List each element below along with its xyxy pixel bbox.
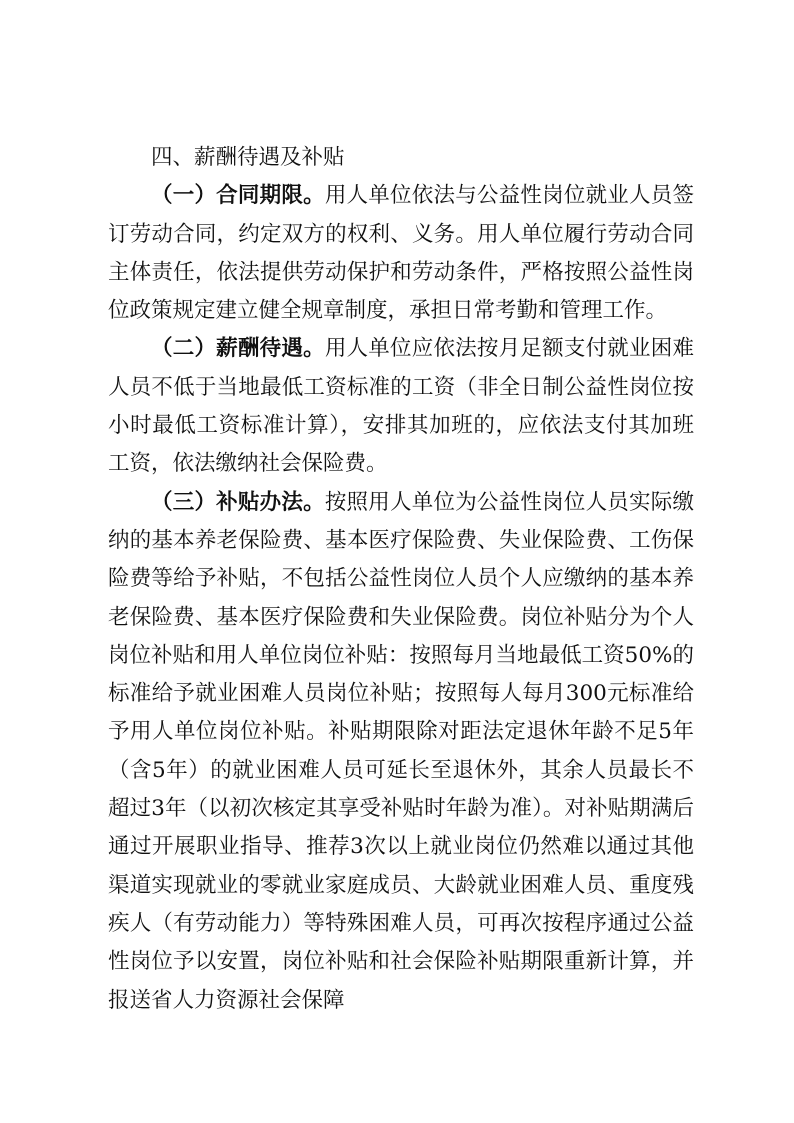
paragraph-lead: （二）薪酬待遇。 — [151, 336, 325, 362]
paragraph-subsidy — [108, 484, 694, 1020]
paragraph-lead: （三）补贴办法。 — [151, 489, 325, 515]
paragraph-text: 用人单位依法与公益性岗位就业人员签订劳动合同，约定双方的权利、义务。用人单位履行劳动合同主体责任，依法提供劳动保护和劳动条件，严格按照公益性岗位政策规定建立健全规章制度，承担日常考勤和管理工作。 — [108, 183, 694, 324]
paragraph-contract-term — [108, 177, 694, 330]
paragraph-text: 用人单位应依法按月足额支付就业困难人员不低于当地最低工资标准的工资（非全日制公益性岗位按小时最低工资标准计算），安排其加班的，应依法支付其加班工资，依法缴纳社会保险费。 — [108, 336, 694, 477]
paragraph-text: 按照用人单位为公益性岗位人员实际缴纳的基本养老保险费、基本医疗保险费、失业保险费、工伤保险费等给予补贴，不包括公益性岗位人员个人应缴纳的基本养老保险费、基本医疗保险费和失业保险费。岗位补贴分为个人岗位补贴和用人单位岗位补贴：按照每月当地最低工资50%的标准给予就业困难人员岗位补贴；按照每人每月300元标准给予用人单位岗位补贴。补贴期限除对距法定退休年龄不足5年（含5年）的就业困难人员可延长至退休外，其余人员最长不超过3年（以初次核定其享受补贴时年龄为准）。对补贴期满后通过开展职业指导、推荐3次以上就业岗位仍然难以通过其他渠道实现就业的零就业家庭成员、大龄就业困难人员、重度残疾人（有劳动能力）等特殊困难人员，可再次按程序通过公益性岗位予以安置，岗位补贴和社会保险补贴期限重新计算，并报送省人力资源社会保障 — [108, 489, 694, 1013]
paragraph-lead: （一）合同期限。 — [151, 183, 325, 209]
document-body — [108, 139, 694, 1020]
section-heading: 四、薪酬待遇及补贴 — [151, 145, 345, 170]
paragraph-salary — [108, 330, 694, 483]
